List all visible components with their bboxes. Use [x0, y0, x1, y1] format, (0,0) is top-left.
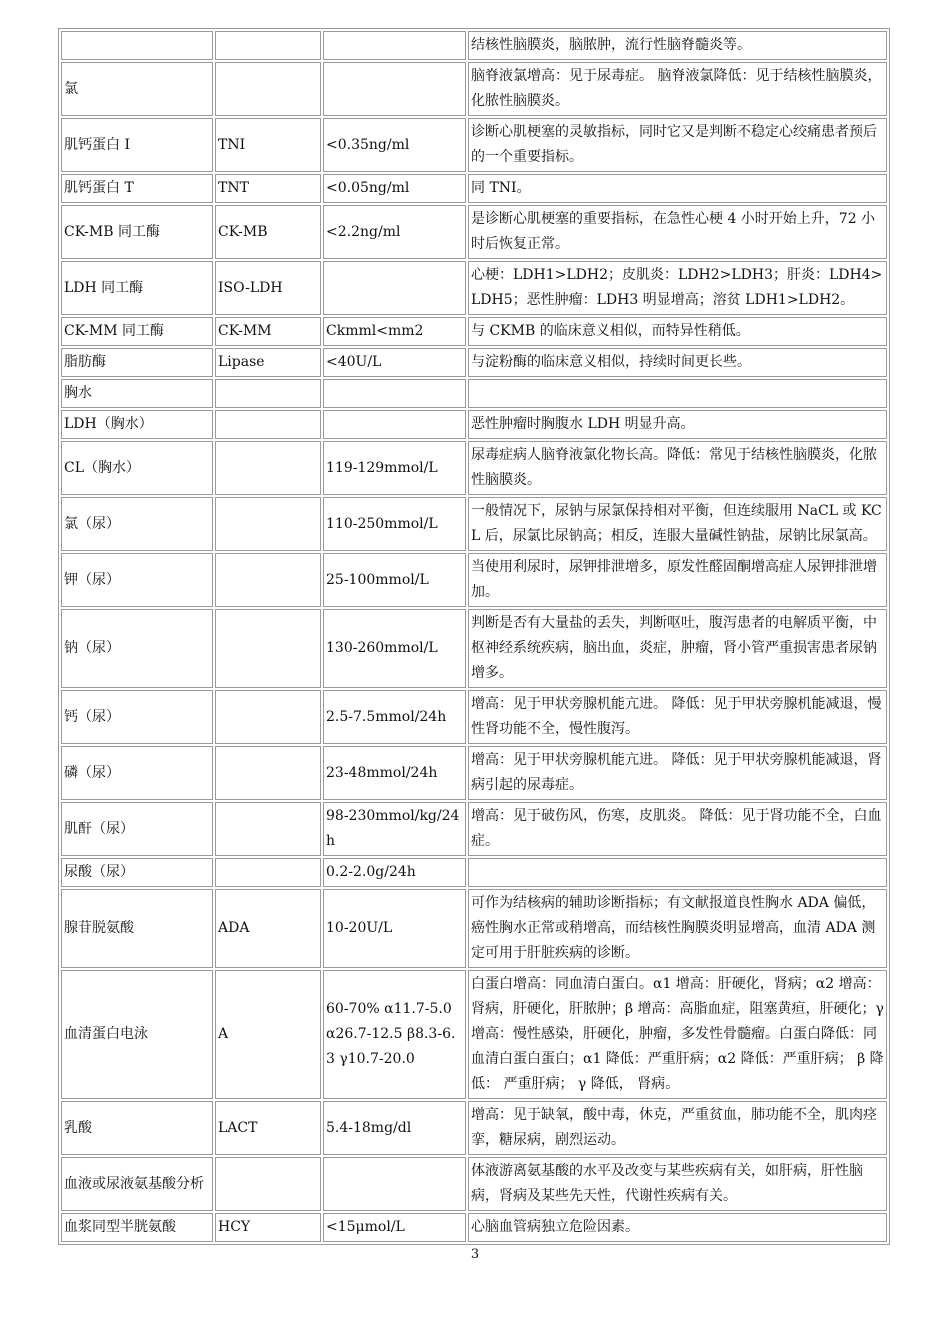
reference-range-cell: 0.2-2.0g/24h [323, 858, 466, 887]
abbreviation-cell [215, 497, 321, 551]
clinical-significance-cell: 恶性肿瘤时胸腹水 LDH 明显升高。 [468, 410, 887, 439]
reference-range-cell: Ckmml<mm2 [323, 317, 466, 346]
test-name-cell: 磷（尿） [61, 746, 213, 800]
table-row [61, 690, 887, 744]
clinical-significance-cell: 心脑血管病独立危险因素。 [468, 1213, 887, 1242]
table-row [61, 746, 887, 800]
abbreviation-cell: Lipase [215, 348, 321, 377]
table-row [61, 1157, 887, 1211]
test-name-cell: 尿酸（尿） [61, 858, 213, 887]
page-number: 3 [470, 1247, 480, 1262]
abbreviation-cell: CK-MM [215, 317, 321, 346]
table-row [61, 970, 887, 1099]
test-name-cell: CK-MB 同工酶 [61, 205, 213, 259]
test-name-cell: CK-MM 同工酶 [61, 317, 213, 346]
clinical-significance-cell: 当使用利尿时，尿钾排泄增多，原发性醛固酮增高症人尿钾排泄增加。 [468, 553, 887, 607]
test-name-cell [61, 31, 213, 60]
reference-range-cell: 60-70% α11.7-5.0 α26.7-12.5 β8.3-6.3 γ10.7-20.0 [323, 970, 466, 1099]
clinical-significance-cell: 可作为结核病的辅助诊断指标；有文献报道良性胸水 ADA 偏低，癌性胸水正常或稍增高，而结核性胸膜炎明显增高，血清 ADA 测定可用于肝脏疾病的诊断。 [468, 889, 887, 968]
reference-range-cell: <0.05ng/ml [323, 174, 466, 203]
table-body [61, 31, 887, 1242]
table-row [61, 553, 887, 607]
abbreviation-cell [215, 746, 321, 800]
table-row [61, 609, 887, 688]
clinical-significance-cell: 体液游离氨基酸的水平及改变与某些疾病有关，如肝病，肝性脑病，肾病及某些先天性，代谢性疾病有关。 [468, 1157, 887, 1211]
clinical-significance-cell: 增高：见于甲状旁腺机能亢进。 降低：见于甲状旁腺机能减退，肾病引起的尿毒症。 [468, 746, 887, 800]
abbreviation-cell [215, 858, 321, 887]
test-name-cell: 血浆同型半胱氨酸 [61, 1213, 213, 1242]
abbreviation-cell [215, 410, 321, 439]
abbreviation-cell: TNT [215, 174, 321, 203]
abbreviation-cell [215, 1157, 321, 1211]
table-row [61, 1213, 887, 1242]
clinical-significance-cell: 增高：见于甲状旁腺机能亢进。 降低：见于甲状旁腺机能减退，慢性肾功能不全，慢性腹泻。 [468, 690, 887, 744]
test-name-cell: 氯 [61, 62, 213, 116]
clinical-significance-cell [468, 379, 887, 408]
table-row [61, 118, 887, 172]
test-name-cell: 钙（尿） [61, 690, 213, 744]
abbreviation-cell: LACT [215, 1101, 321, 1155]
lab-reference-table [58, 28, 890, 1245]
table-row [61, 441, 887, 495]
table-row [61, 889, 887, 968]
reference-range-cell: 25-100mmol/L [323, 553, 466, 607]
reference-range-cell: 119-129mmol/L [323, 441, 466, 495]
table-row [61, 31, 887, 60]
test-name-cell: 肌钙蛋白 T [61, 174, 213, 203]
test-name-cell: 胸水 [61, 379, 213, 408]
reference-range-cell [323, 261, 466, 315]
reference-range-cell: 130-260mmol/L [323, 609, 466, 688]
clinical-significance-cell: 尿毒症病人脑脊液氯化物长高。降低：常见于结核性脑膜炎，化脓性脑膜炎。 [468, 441, 887, 495]
clinical-significance-cell: 与 CKMB 的临床意义相似，而特异性稍低。 [468, 317, 887, 346]
test-name-cell: 肌钙蛋白 I [61, 118, 213, 172]
reference-range-cell: 110-250mmol/L [323, 497, 466, 551]
clinical-significance-cell [468, 858, 887, 887]
abbreviation-cell [215, 609, 321, 688]
reference-range-cell: <2.2ng/ml [323, 205, 466, 259]
table-row [61, 1101, 887, 1155]
test-name-cell: 血液或尿液氨基酸分析 [61, 1157, 213, 1211]
table-row [61, 261, 887, 315]
reference-range-cell: 10-20U/L [323, 889, 466, 968]
test-name-cell: 腺苷脱氨酸 [61, 889, 213, 968]
test-name-cell: 氯（尿） [61, 497, 213, 551]
reference-range-cell: <40U/L [323, 348, 466, 377]
reference-range-cell: <0.35ng/ml [323, 118, 466, 172]
abbreviation-cell [215, 802, 321, 856]
reference-range-cell [323, 379, 466, 408]
test-name-cell: 脂肪酶 [61, 348, 213, 377]
abbreviation-cell [215, 553, 321, 607]
clinical-significance-cell: 增高：见于缺氧，酸中毒，休克，严重贫血，肺功能不全，肌肉痉挛，糖尿病，剧烈运动。 [468, 1101, 887, 1155]
table-row [61, 410, 887, 439]
table-row [61, 858, 887, 887]
clinical-significance-cell: 心梗：LDH1>LDH2；皮肌炎：LDH2>LDH3；肝炎：LDH4>LDH5；恶性肿瘤：LDH3 明显增高；溶贫 LDH1>LDH2。 [468, 261, 887, 315]
reference-range-cell: 98-230mmol/kg/24h [323, 802, 466, 856]
clinical-significance-cell: 同 TNI。 [468, 174, 887, 203]
reference-range-cell: 5.4-18mg/dl [323, 1101, 466, 1155]
test-name-cell: 乳酸 [61, 1101, 213, 1155]
abbreviation-cell: ADA [215, 889, 321, 968]
clinical-significance-cell: 一般情况下，尿钠与尿氯保持相对平衡，但连续服用 NaCL 或 KCL 后，尿氯比尿钠高；相反，连服大量碱性钠盐，尿钠比尿氯高。 [468, 497, 887, 551]
table-row [61, 174, 887, 203]
table-row [61, 497, 887, 551]
table-row [61, 348, 887, 377]
abbreviation-cell: TNI [215, 118, 321, 172]
reference-range-cell [323, 410, 466, 439]
clinical-significance-cell: 是诊断心肌梗塞的重要指标，在急性心梗 4 小时开始上升，72 小时后恢复正常。 [468, 205, 887, 259]
reference-range-cell: 2.5-7.5mmol/24h [323, 690, 466, 744]
abbreviation-cell: ISO-LDH [215, 261, 321, 315]
test-name-cell: LDH 同工酶 [61, 261, 213, 315]
table-row [61, 62, 887, 116]
table-row [61, 317, 887, 346]
abbreviation-cell: A [215, 970, 321, 1099]
table-row [61, 379, 887, 408]
reference-range-cell [323, 31, 466, 60]
clinical-significance-cell: 结核性脑膜炎，脑脓肿，流行性脑脊髓炎等。 [468, 31, 887, 60]
abbreviation-cell: CK-MB [215, 205, 321, 259]
clinical-significance-cell: 判断是否有大量盐的丢失，判断呕吐，腹泻患者的电解质平衡，中枢神经系统疾病，脑出血，炎症，肿瘤，肾小管严重损害患者尿钠增多。 [468, 609, 887, 688]
abbreviation-cell [215, 379, 321, 408]
test-name-cell: 钾（尿） [61, 553, 213, 607]
abbreviation-cell [215, 31, 321, 60]
clinical-significance-cell: 增高：见于破伤风，伤寒，皮肌炎。 降低：见于肾功能不全，白血症。 [468, 802, 887, 856]
test-name-cell: 钠（尿） [61, 609, 213, 688]
test-name-cell: 肌酐（尿） [61, 802, 213, 856]
clinical-significance-cell: 白蛋白增高：同血清白蛋白。α1 增高：肝硬化，肾病；α2 增高：肾病，肝硬化，肝脓肿；β 增高：高脂血症，阻塞黄疸，肝硬化；γ 增高：慢性感染，肝硬化，肿瘤，多发性骨髓瘤。白蛋白降低：同血清白蛋白蛋白；α1 降低：严重肝病；α2 降低：严重肝病； β 降低： 严重肝病； γ 降低， 肾病。 [468, 970, 887, 1099]
clinical-significance-cell: 与淀粉酶的临床意义相似，持续时间更长些。 [468, 348, 887, 377]
abbreviation-cell [215, 441, 321, 495]
table-row [61, 205, 887, 259]
reference-range-cell: <15μmol/L [323, 1213, 466, 1242]
test-name-cell: 血清蛋白电泳 [61, 970, 213, 1099]
test-name-cell: CL（胸水） [61, 441, 213, 495]
abbreviation-cell [215, 690, 321, 744]
abbreviation-cell [215, 62, 321, 116]
reference-range-cell [323, 62, 466, 116]
abbreviation-cell: HCY [215, 1213, 321, 1242]
reference-range-cell [323, 1157, 466, 1211]
clinical-significance-cell: 脑脊液氯增高：见于尿毒症。 脑脊液氯降低：见于结核性脑膜炎，化脓性脑膜炎。 [468, 62, 887, 116]
table-row [61, 802, 887, 856]
reference-range-cell: 23-48mmol/24h [323, 746, 466, 800]
clinical-significance-cell: 诊断心肌梗塞的灵敏指标，同时它又是判断不稳定心绞痛患者预后的一个重要指标。 [468, 118, 887, 172]
test-name-cell: LDH（胸水） [61, 410, 213, 439]
